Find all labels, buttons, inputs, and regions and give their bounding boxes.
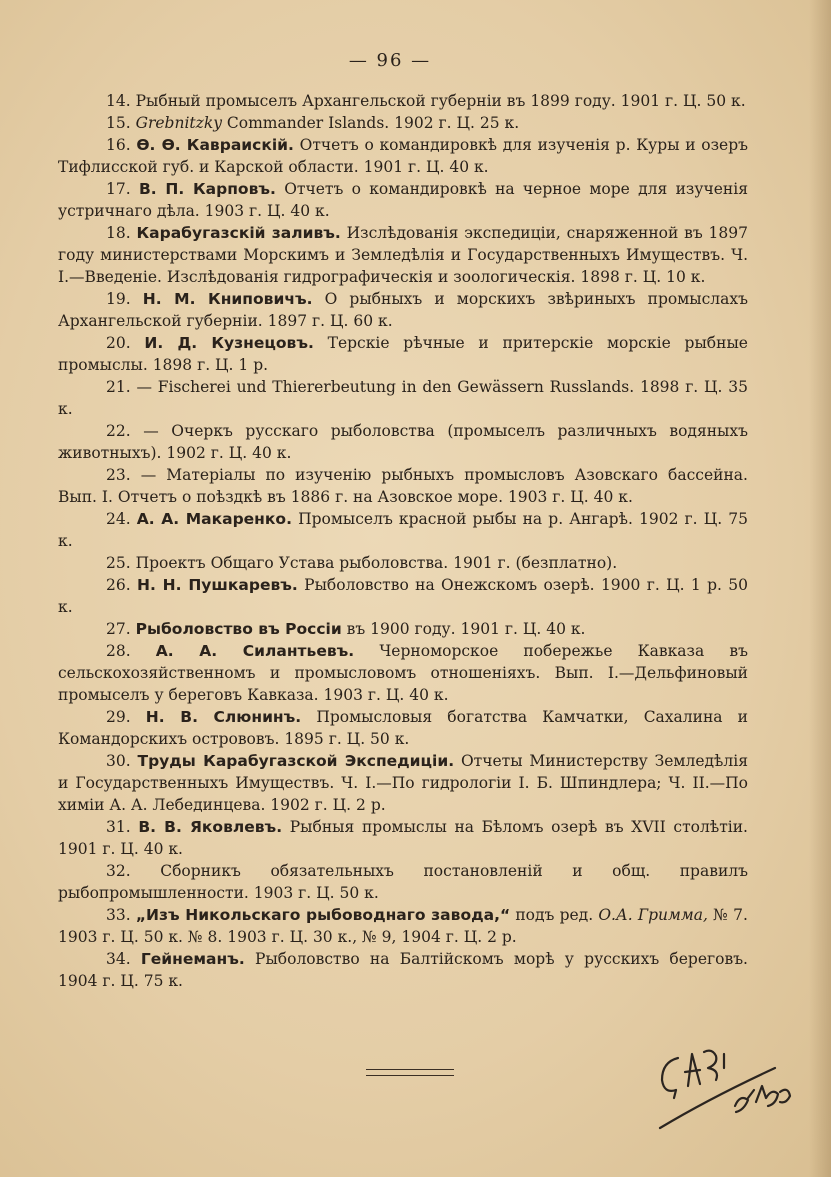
list-item: 26. Н. Н. Пушкаревъ. Рыболовство на Онежскомъ озерѣ. 1900 г. Ц. 1 р. 50 к.	[58, 576, 748, 616]
list-item: 15. Grebnitzky Commander Islands. 1902 г. Ц. 25 к.	[106, 114, 520, 132]
list-item: 25. Проектъ Общаго Устава рыболовства. 1901 г. (безплатно).	[106, 554, 618, 572]
list-item: 29. Н. В. Слюнинъ. Промысловыя богатства Камчатки, Сахалина и Командорскихъ острововъ. 1895 г. Ц. 50 к.	[58, 708, 748, 748]
page-edge-shadow	[809, 0, 831, 1177]
list-item: 27. Рыболовство въ Россіи въ 1900 году. 1901 г. Ц. 40 к.	[106, 620, 586, 638]
list-item: 30. Труды Карабугазской Экспедиціи. Отчеты Министерству Земледѣлія и Государственныхъ Имуществъ. Ч. I.—По гидрологіи I. Б. Шпиндлера; Ч. II.—По химіи А. А. Лебединцева. 1902 г. Ц. 2 р.	[58, 752, 748, 814]
list-item: 22. — Очеркъ русскаго рыболовства (промыселъ различныхъ водяныхъ животныхъ). 1902 г. Ц. 40 к.	[58, 422, 748, 462]
double-rule-divider	[366, 1069, 454, 1076]
page-number: — 96 —	[348, 50, 432, 71]
list-item: 17. В. П. Карповъ. Отчетъ о командировкѣ на черное море для изученія устричнаго дѣла. 1903 г. Ц. 40 к.	[58, 180, 748, 220]
list-item: 21. — Fischerei und Thiererbeutung in den Gewässern Russlands. 1898 г. Ц. 35 к.	[58, 378, 748, 418]
list-item: 16. Ѳ. Ѳ. Кавраискій. Отчетъ о командировкѣ для изученія р. Куры и озеръ Тифлисской губ. и Карской области. 1901 г. Ц. 40 к.	[58, 136, 749, 176]
list-item: 31. В. В. Яковлевъ. Рыбныя промыслы на Бѣломъ озерѣ въ XVII столѣтіи. 1901 г. Ц. 40 к.	[58, 818, 748, 858]
list-item: 14. Рыбный промыселъ Архангельской губерніи въ 1899 году. 1901 г. Ц. 50 к.	[106, 92, 746, 110]
list-item: 34. Гейнеманъ. Рыболовство на Балтійскомъ морѣ у русскихъ береговъ. 1904 г. Ц. 75 к.	[58, 950, 748, 990]
list-item: 23. — Матеріалы по изученію рыбныхъ промысловъ Азовскаго бассейна. Вып. I. Отчетъ о поѣздкѣ въ 1886 г. на Азовское море. 1903 г. Ц. 40 к.	[58, 466, 748, 506]
list-item: 32. Сборникъ обязательныхъ постановленій и общ. правилъ рыбопромышленности. 1903 г. Ц. 50 к.	[58, 862, 748, 902]
handwritten-signature-icon	[640, 1028, 800, 1138]
list-item: 33. „Изъ Никольскаго рыбоводнаго завода,“ подъ ред. О.А. Гримма, № 7. 1903 г. Ц. 50 к. № 8. 1903 г. Ц. 30 к., № 9, 1904 г. Ц. 2 р.	[58, 906, 748, 946]
list-item: 28. А. А. Силантьевъ. Черноморское побережье Кавказа въ сельскохозяйственномъ и промысловомъ отношеніяхъ. Вып. I.—Дельфиновый промыселъ у береговъ Кавказа. 1903 г. Ц. 40 к.	[58, 642, 748, 704]
bibliography-list	[58, 90, 748, 992]
list-item: 19. Н. М. Книповичъ. О рыбныхъ и морскихъ звѣриныхъ промыслахъ Архангельской губерніи. 1897 г. Ц. 60 к.	[58, 290, 748, 330]
list-item: 20. И. Д. Кузнецовъ. Терскіе рѣчные и притерскіе морскіе рыбные промыслы. 1898 г. Ц. 1 р.	[58, 334, 748, 374]
list-item: 18. Карабугазскій заливъ. Изслѣдованія экспедиціи, снаряженной въ 1897 году министерствами Морскимъ и Земледѣлія и Государственныхъ Имуществъ. Ч. I.—Введеніе. Изслѣдованія гидрографическія и зоологическія. 1898 г. Ц. 10 к.	[58, 224, 748, 286]
list-item: 24. А. А. Макаренко. Промыселъ красной рыбы на р. Ангарѣ. 1902 г. Ц. 75 к.	[58, 510, 748, 550]
